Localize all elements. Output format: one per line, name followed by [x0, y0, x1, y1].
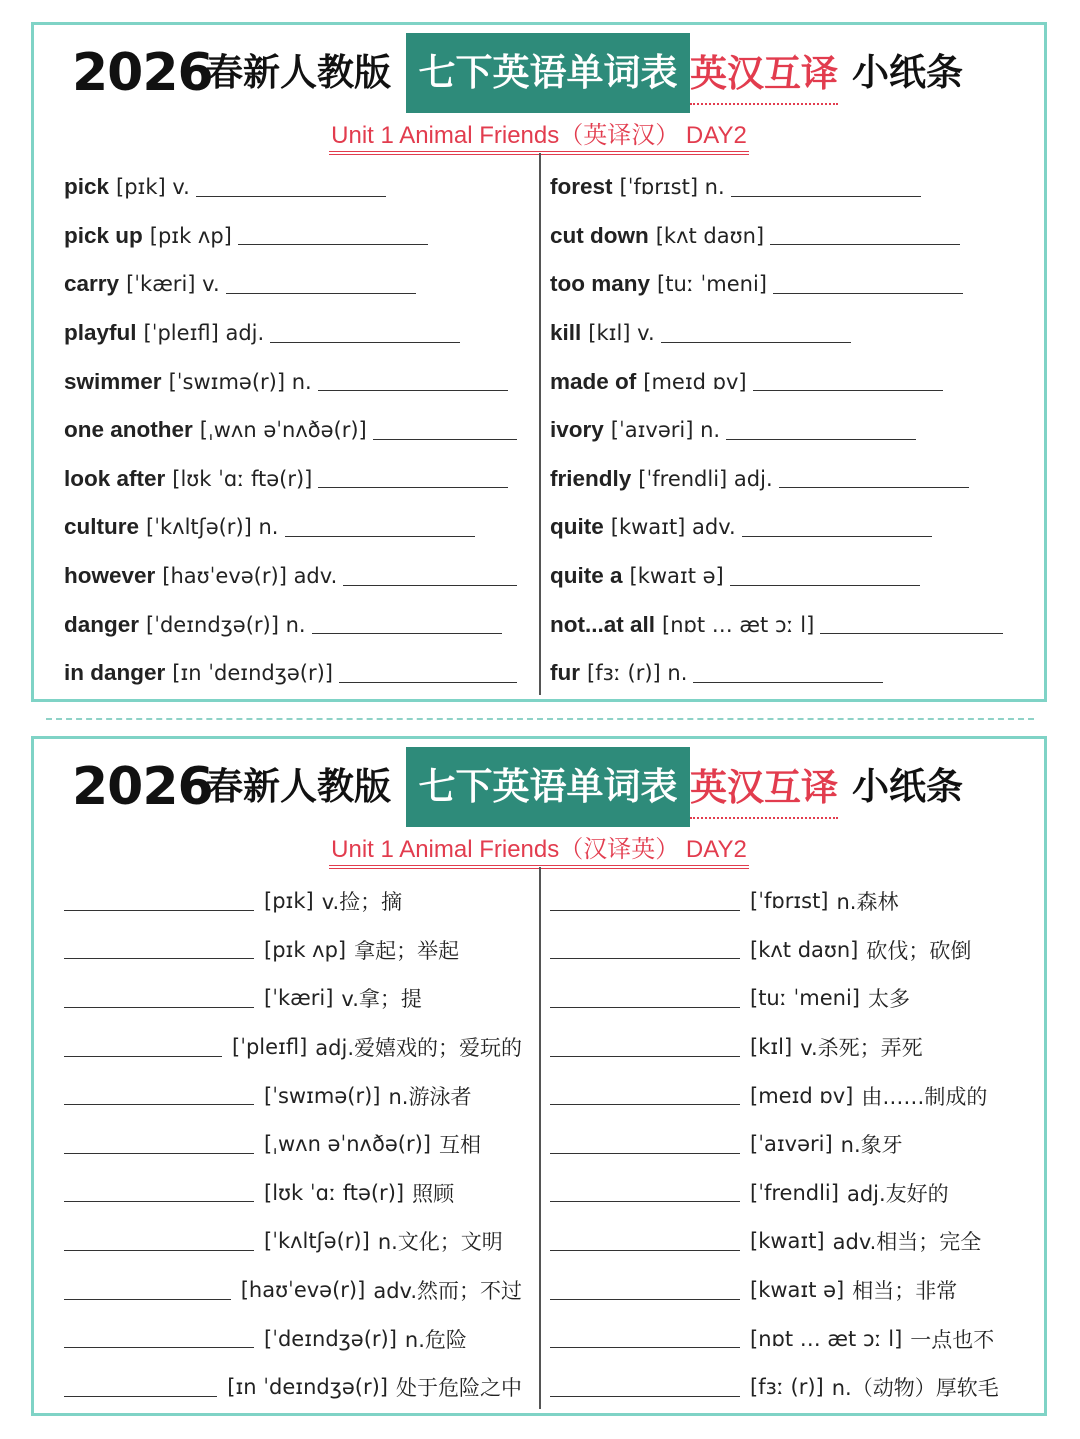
answer-blank[interactable]: [64, 989, 254, 1008]
phonetic: [tuː ˈmeni]: [750, 986, 860, 1011]
answer-blank[interactable]: [753, 372, 943, 391]
vocab-row: [550, 1363, 1030, 1412]
phonetic: [kʌt daʊn]: [655, 223, 765, 248]
vocab-row: [550, 1169, 1030, 1218]
answer-blank[interactable]: [318, 469, 508, 488]
vocab-row: [550, 260, 1030, 309]
worksheet-title: [34, 33, 1044, 115]
chinese-meaning: adv.相当；完全: [832, 1230, 982, 1255]
english-word: pick: [64, 174, 110, 200]
answer-blank[interactable]: [64, 1183, 254, 1202]
phonetic: [ˈfɒrɪst] n.: [619, 175, 725, 200]
chinese-meaning: 照顾: [412, 1181, 455, 1206]
answer-blank[interactable]: [343, 567, 517, 586]
phonetic: [kwaɪt]: [750, 1229, 825, 1254]
vocab-row: [550, 600, 1030, 649]
chinese-meaning: 砍伐；砍倒: [866, 938, 972, 963]
vocab-row: [64, 1314, 544, 1363]
answer-blank[interactable]: [731, 178, 921, 197]
answer-blank[interactable]: [550, 1232, 740, 1251]
phonetic: [fɜː (r)] n.: [587, 661, 688, 686]
chinese-meaning: v.杀死；弄死: [800, 1036, 923, 1061]
phonetic: [lʊk ˈɑː ftə(r)]: [172, 466, 313, 491]
chinese-meaning: 互相: [438, 1133, 481, 1158]
vocab-row: [550, 163, 1030, 212]
english-word: culture: [64, 514, 140, 540]
vocab-row: [64, 455, 544, 504]
answer-blank[interactable]: [661, 324, 851, 343]
phonetic: [ˈkæri] v.: [126, 272, 220, 297]
english-word: in danger: [64, 660, 166, 686]
vocab-row: [64, 1023, 544, 1072]
vocab-row: [550, 649, 1030, 698]
answer-blank[interactable]: [550, 892, 740, 911]
english-word: kill: [550, 320, 582, 346]
answer-blank[interactable]: [196, 178, 386, 197]
vocab-row: [64, 926, 544, 975]
vocab-row: [64, 1266, 544, 1315]
english-word: made of: [550, 368, 637, 394]
phonetic: [ˈdeɪndʒə(r)]: [264, 1326, 397, 1351]
left-column: [64, 163, 544, 698]
answer-blank[interactable]: [64, 940, 254, 959]
chinese-meaning: n.危险: [404, 1327, 467, 1352]
vocab-row: [550, 974, 1030, 1023]
phonetic: [haʊˈevə(r)] adv.: [162, 564, 338, 589]
title-part4: 小纸条: [852, 51, 963, 94]
answer-blank[interactable]: [373, 421, 517, 440]
phonetic: [kɪl]: [750, 1035, 793, 1060]
phonetic: [kwaɪt ə]: [750, 1278, 845, 1303]
worksheet-subtitle: Unit 1 Animal Friends（汉译英） DAY2: [34, 829, 1044, 869]
answer-blank[interactable]: [64, 1232, 254, 1251]
english-word: quite: [550, 514, 604, 540]
vocab-row: [64, 309, 544, 358]
vocab-row: [64, 1071, 544, 1120]
phonetic: [ˈpleɪfl] adj.: [143, 321, 265, 346]
title-year: 2026: [72, 43, 213, 103]
english-word: playful: [64, 320, 137, 346]
english-word: one another: [64, 417, 193, 443]
chinese-meaning: v.捡；摘: [321, 890, 403, 915]
answer-blank[interactable]: [64, 1086, 254, 1105]
vocab-row: [64, 649, 544, 698]
answer-blank[interactable]: [550, 1086, 740, 1105]
answer-blank[interactable]: [270, 324, 460, 343]
vocab-row: [64, 1120, 544, 1169]
title-part4: 小纸条: [852, 765, 963, 808]
cut-line: [46, 718, 1034, 720]
phonetic: [lʊk ˈɑː ftə(r)]: [264, 1180, 405, 1205]
answer-blank[interactable]: [550, 1183, 740, 1202]
answer-blank[interactable]: [726, 421, 916, 440]
phonetic: [ˌwʌn əˈnʌðə(r)]: [199, 418, 367, 443]
english-word: too many: [550, 271, 651, 297]
vocab-row: [64, 600, 544, 649]
vocab-row: [550, 1217, 1030, 1266]
chinese-meaning: n.森林: [836, 890, 899, 915]
title-part3: 英汉互译: [690, 43, 838, 105]
phonetic: [ɪn ˈdeɪndʒə(r)]: [172, 661, 333, 686]
chinese-meaning: adj.爱嬉戏的；爱玩的: [315, 1036, 522, 1061]
answer-blank[interactable]: [770, 226, 960, 245]
phonetic: [pɪk ʌp]: [149, 223, 232, 248]
english-word: pick up: [64, 222, 143, 248]
chinese-meaning: adj.友好的: [846, 1181, 949, 1206]
vocab-row: [550, 357, 1030, 406]
chinese-meaning: 一点也不: [910, 1327, 995, 1352]
answer-blank[interactable]: [820, 615, 1003, 634]
answer-blank[interactable]: [779, 469, 969, 488]
vocab-row: [64, 1169, 544, 1218]
phonetic: [ˈkʌltʃə(r)] n.: [146, 515, 279, 540]
chinese-meaning: 由……制成的: [861, 1084, 988, 1109]
vocab-row: [550, 1266, 1030, 1315]
vocab-row: [64, 212, 544, 261]
answer-blank[interactable]: [550, 1038, 740, 1057]
vocab-row: [550, 1120, 1030, 1169]
answer-blank[interactable]: [693, 664, 883, 683]
vocab-row: [64, 503, 544, 552]
chinese-meaning: v.拿；提: [341, 987, 422, 1012]
chinese-meaning: 拿起；举起: [354, 938, 460, 963]
title-year: 2026: [72, 757, 213, 817]
phonetic: [ˈaɪvəri] n.: [610, 418, 721, 443]
phonetic: [kʌt daʊn]: [750, 937, 859, 962]
english-word: fur: [550, 660, 580, 686]
phonetic: [tuː ˈmeni]: [657, 272, 767, 297]
vocab-row: [64, 163, 544, 212]
phonetic: [fɜː (r)]: [750, 1375, 824, 1400]
phonetic: [ˈswɪmə(r)] n.: [168, 369, 312, 394]
vocab-row: [64, 1217, 544, 1266]
answer-blank[interactable]: [64, 892, 254, 911]
phonetic: [ɪn ˈdeɪndʒə(r)]: [227, 1375, 388, 1400]
phonetic: [ˈfɒrɪst]: [750, 889, 829, 914]
english-word: swimmer: [64, 368, 162, 394]
answer-blank[interactable]: [64, 1281, 231, 1300]
phonetic: [kwaɪt] adv.: [610, 515, 736, 540]
worksheet-title: [34, 747, 1044, 829]
phonetic: [meɪd ɒv]: [643, 369, 747, 394]
answer-blank[interactable]: [64, 1329, 254, 1348]
chinese-meaning: 处于危险之中: [396, 1376, 522, 1401]
english-word: carry: [64, 271, 120, 297]
vocab-row: [64, 260, 544, 309]
answer-blank[interactable]: [730, 567, 920, 586]
english-word: however: [64, 563, 156, 589]
phonetic: [kɪl] v.: [588, 321, 655, 346]
english-word: friendly: [550, 465, 632, 491]
phonetic: [ˈfrendli] adj.: [638, 466, 773, 491]
answer-blank[interactable]: [550, 1329, 740, 1348]
answer-blank[interactable]: [64, 1135, 254, 1154]
answer-blank[interactable]: [64, 1378, 217, 1397]
answer-blank[interactable]: [238, 226, 428, 245]
worksheet-cn-to-en: [31, 736, 1047, 1416]
phonetic: [ˌwʌn əˈnʌðə(r)]: [264, 1132, 431, 1157]
vocab-row: [550, 552, 1030, 601]
chinese-meaning: 相当；非常: [852, 1279, 958, 1304]
vocab-row: [550, 926, 1030, 975]
vocab-row: [550, 1314, 1030, 1363]
vocab-row: [64, 552, 544, 601]
answer-blank[interactable]: [226, 275, 416, 294]
phonetic: [meɪd ɒv]: [750, 1083, 854, 1108]
phonetic: [pɪk] v.: [116, 175, 190, 200]
english-word: look after: [64, 465, 166, 491]
right-column: [550, 163, 1030, 698]
right-column: [550, 877, 1030, 1412]
answer-blank[interactable]: [64, 1038, 222, 1057]
english-word: quite a: [550, 563, 623, 589]
title-part1: 春新人教版: [206, 765, 391, 808]
phonetic: [ˈaɪvəri]: [750, 1132, 833, 1157]
english-word: danger: [64, 611, 140, 637]
vocab-row: [64, 974, 544, 1023]
answer-blank[interactable]: [312, 615, 502, 634]
english-word: not...at all: [550, 611, 656, 637]
phonetic: [ˈswɪmə(r)]: [264, 1083, 381, 1108]
phonetic: [pɪk]: [264, 889, 314, 914]
answer-blank[interactable]: [285, 518, 475, 537]
title-part1: 春新人教版: [206, 51, 391, 94]
worksheet-subtitle: Unit 1 Animal Friends（英译汉） DAY2: [34, 115, 1044, 155]
answer-blank[interactable]: [318, 372, 508, 391]
vocab-row: [550, 503, 1030, 552]
vocab-row: [550, 1071, 1030, 1120]
left-column: [64, 877, 544, 1412]
title-part3: 英汉互译: [690, 757, 838, 819]
vocab-row: [64, 357, 544, 406]
phonetic: [ˈfrendli]: [750, 1180, 839, 1205]
chinese-meaning: n.游泳者: [388, 1084, 472, 1109]
answer-blank[interactable]: [339, 664, 517, 683]
phonetic: [ˈkʌltʃə(r)]: [264, 1229, 370, 1254]
phonetic: [nɒt … æt ɔː l]: [662, 612, 815, 637]
chinese-meaning: 太多: [867, 987, 910, 1012]
answer-blank[interactable]: [773, 275, 963, 294]
english-word: cut down: [550, 222, 649, 248]
vocab-row: [550, 1023, 1030, 1072]
chinese-meaning: n.象牙: [840, 1133, 903, 1158]
english-word: forest: [550, 174, 613, 200]
answer-blank[interactable]: [742, 518, 932, 537]
answer-blank[interactable]: [550, 1378, 740, 1397]
vocab-row: [64, 1363, 544, 1412]
english-word: ivory: [550, 417, 604, 443]
answer-blank[interactable]: [550, 1281, 740, 1300]
answer-blank[interactable]: [550, 1135, 740, 1154]
phonetic: [haʊˈevə(r)]: [240, 1278, 366, 1303]
phonetic: [nɒt … æt ɔː l]: [750, 1326, 903, 1351]
phonetic: [ˈdeɪndʒə(r)] n.: [146, 612, 306, 637]
vocab-row: [64, 406, 544, 455]
phonetic: [ˈkæri]: [264, 986, 334, 1011]
chinese-meaning: n.（动物）厚软毛: [831, 1376, 999, 1401]
vocab-row: [550, 877, 1030, 926]
vocab-row: [550, 309, 1030, 358]
vocab-row: [550, 455, 1030, 504]
chinese-meaning: n.文化；文明: [377, 1230, 503, 1255]
vocab-row: [64, 877, 544, 926]
answer-blank[interactable]: [550, 940, 740, 959]
vocab-row: [550, 212, 1030, 261]
phonetic: [kwaɪt ə]: [629, 564, 724, 589]
vocab-row: [550, 406, 1030, 455]
title-part2: 七下英语单词表: [406, 33, 690, 113]
title-part2: 七下英语单词表: [406, 747, 690, 827]
chinese-meaning: adv.然而；不过: [373, 1279, 522, 1304]
phonetic: [ˈpleɪfl]: [232, 1035, 308, 1060]
worksheet-en-to-cn: [31, 22, 1047, 702]
phonetic: [pɪk ʌp]: [264, 937, 347, 962]
answer-blank[interactable]: [550, 989, 740, 1008]
